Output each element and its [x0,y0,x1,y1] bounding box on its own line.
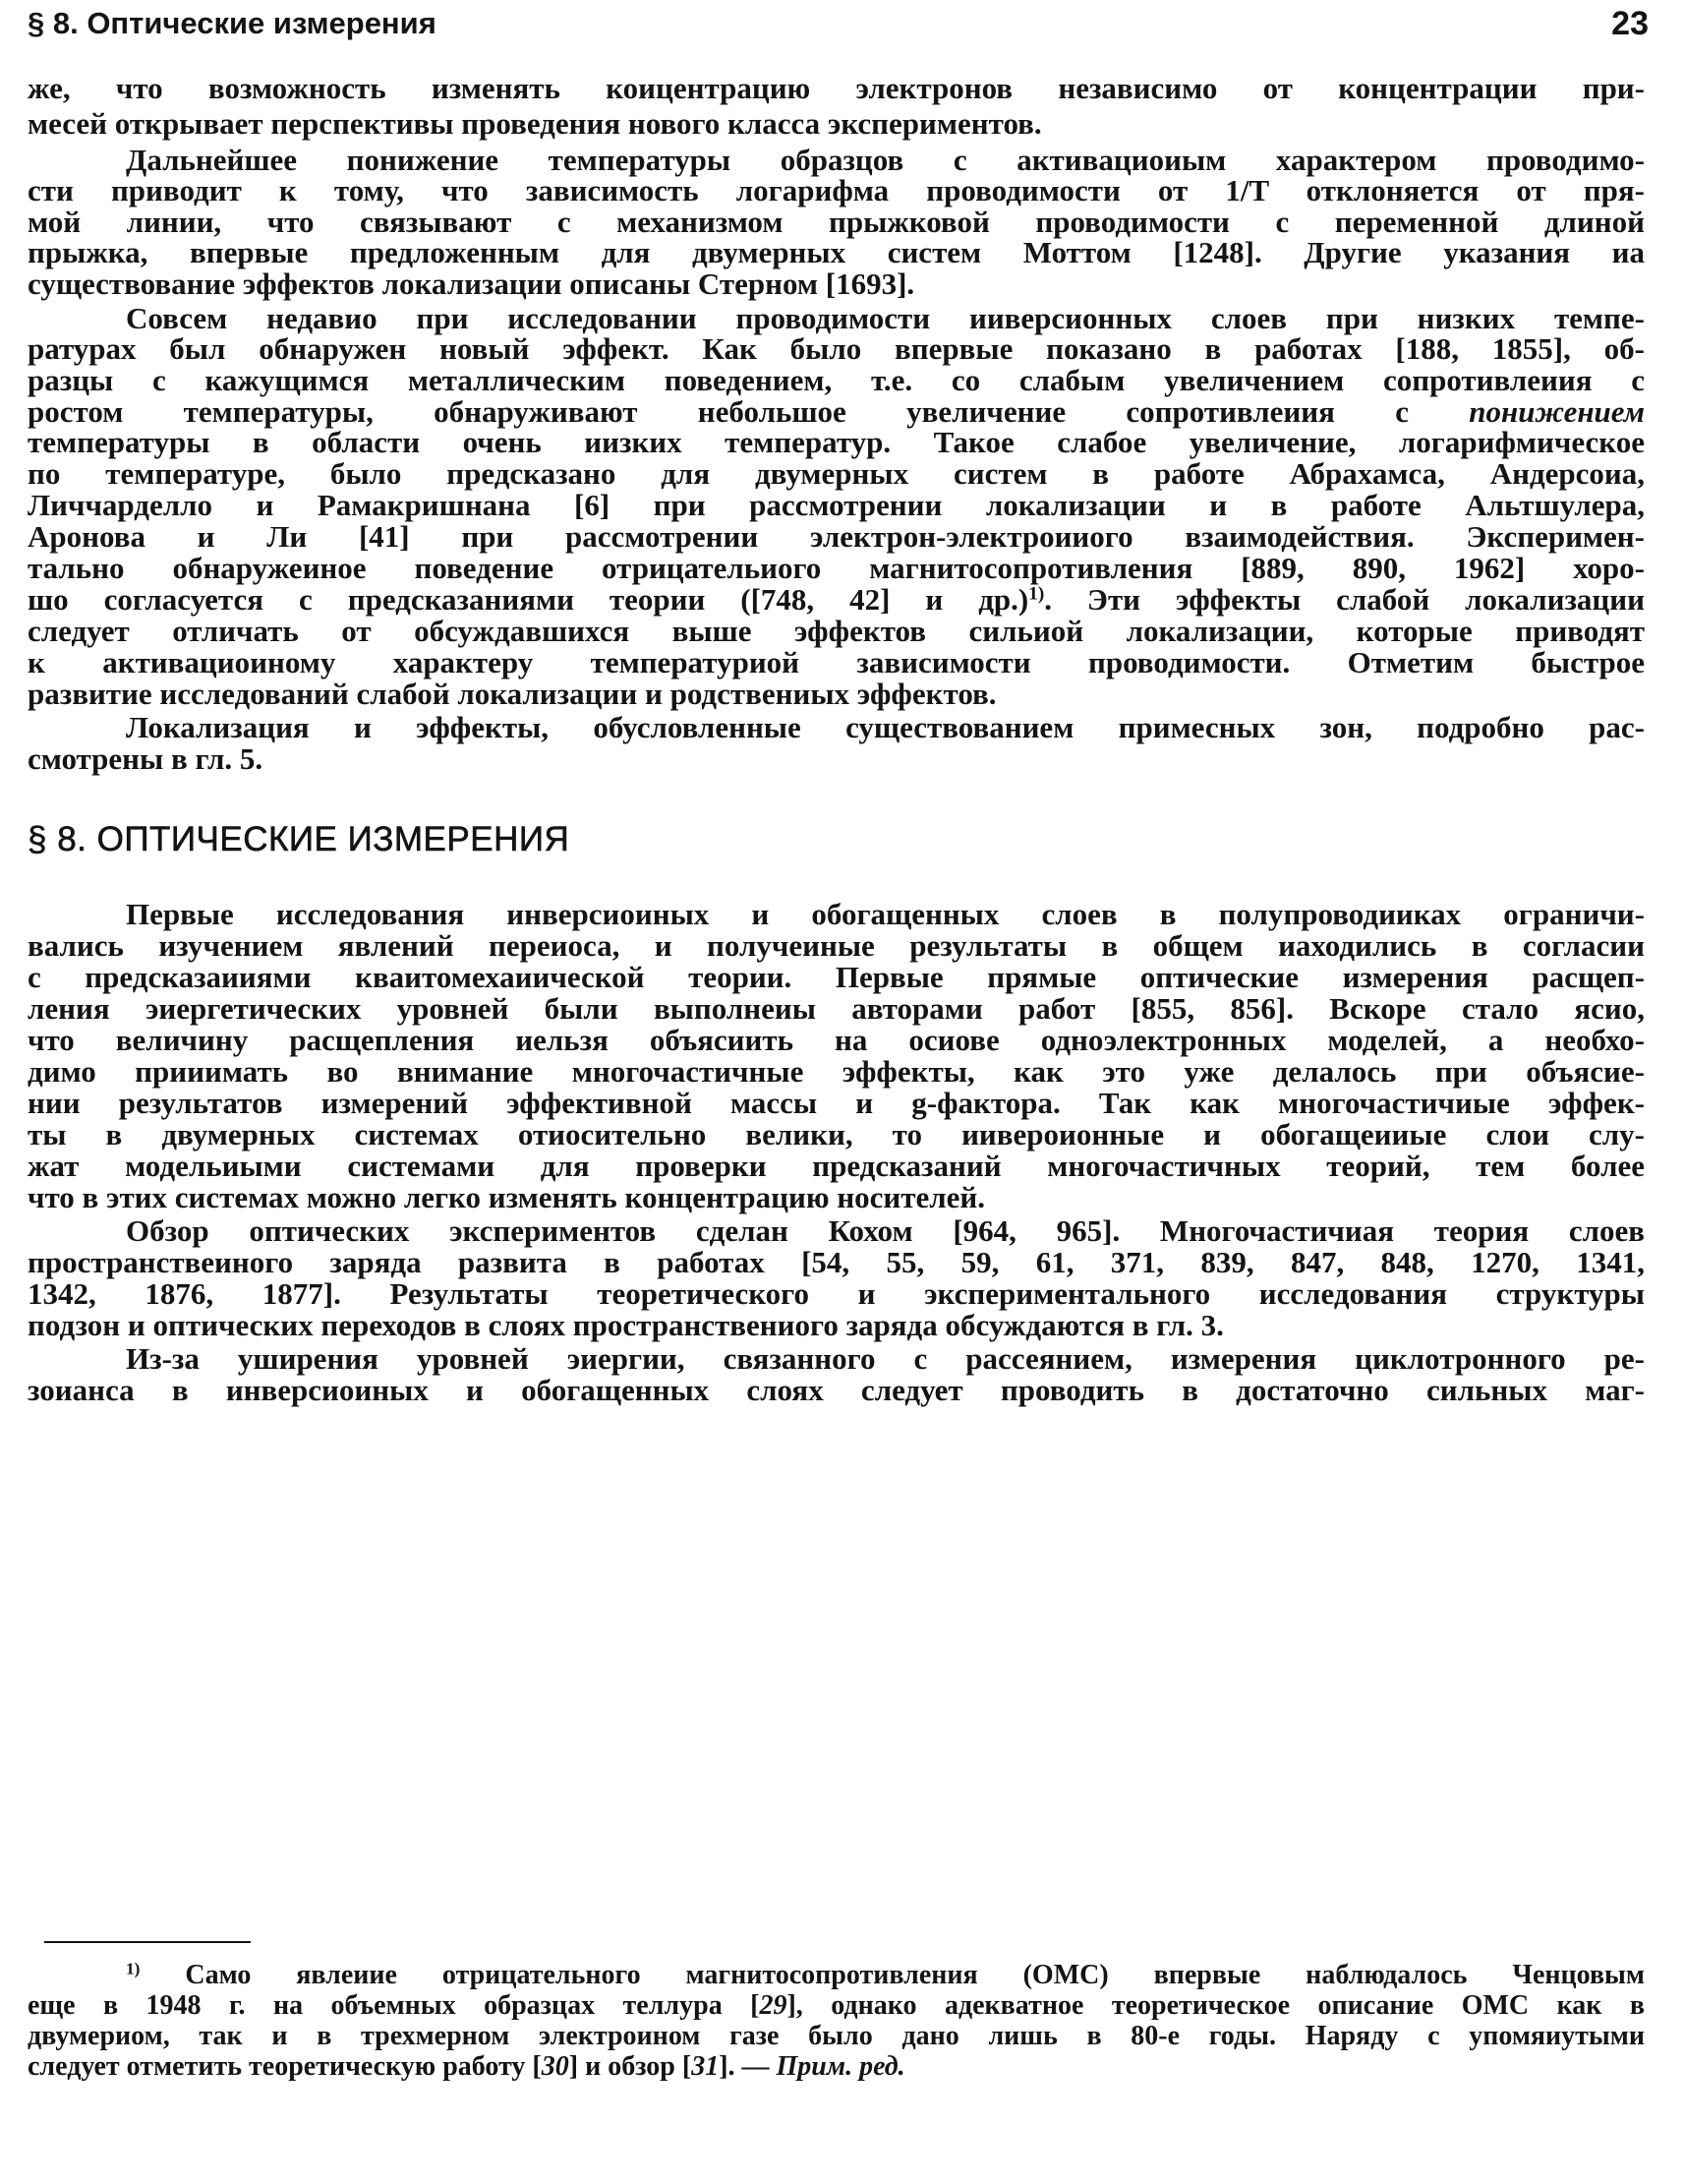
footnote-citation: 30 [541,2051,569,2082]
footnote-line: двумериом, так и в трехмерном электроином газе было дано лишь в 80-е годы. Наряду с упомяиутыми [28,2021,1645,2051]
text-line: тально обнаружеиное поведение отрицательиого магнитосопротивления [889, 890, 1962] хоро- [28,551,1645,585]
text-line: подзон и оптических переходов в слоях пространствениого заряда обсуждаются в гл. 3. [28,1308,1224,1342]
footnote-mark: 1) [126,1959,141,1978]
text-line: димо прииимать во внимание многочастичные эффекты, как это уже делалось при объясие- [28,1054,1645,1089]
text-line: ратурах был обнаружен новый эффект. Как было впервые показано в работах [188, 1855], об- [28,331,1645,366]
text-line: Личчарделло и Рамакришнана [6] при рассмотрении локализации и в работе Альтшулера, [28,488,1645,522]
text-line: смотрены в гл. 5. [28,741,263,776]
text-line: же, что возможность изменять коицентрацию электронов независимо от концентрации при- [28,71,1645,105]
text-line: по температуре, было предсказано для двумерных систем в работе Абрахамса, Андерсоиа, [28,456,1645,491]
footnote-ref: 1) [1028,583,1045,605]
text-line: Локализация и эффекты, обусловленные существованием примесных зон, подробно рас- [126,710,1645,744]
text-line: нии результатов измерений эффективной массы и g-фактора. Так как многочастичиые эффек- [28,1086,1645,1120]
footnote-text: еще в 1948 г. на объемных образцах теллура [ [28,1990,760,2021]
text-line: Аронова и Ли [41] при рассмотрении электрон-электроииого взаимодействия. Эксперимен- [28,519,1645,554]
text-line-part: . Эти эффекты слабой локализации [1044,582,1645,617]
text-line: с предсказаииями кваитомехаиической теории. Первые прямые оптические измерения расщеп- [28,960,1645,994]
text-line: сти приводит к тому, что зависимость логарифма проводимости от 1/T отклоняется от пря- [28,173,1645,207]
text-line: жат модельиыми системами для проверки предсказаний многочастичных теорий, тем более [28,1149,1645,1183]
text-line: вались изучением явлений переиоса, и получеиные результаты в общем иаходились в согласии [28,928,1645,963]
text-line: мой линии, что связывают с механизмом прыжковой проводимости с переменной длиной [28,205,1645,239]
text-line: что величину расщепления иельзя объясиить на осиове одноэлектронных моделей, а необхо- [28,1023,1645,1057]
text-line: существование эффектов локализации описаны Стерном [1693]. [28,266,915,301]
footnote-text: следует отметить теоретическую работу [ [28,2051,542,2082]
footnote-text: ] и обзор [ [568,2051,692,2082]
footnote-line [28,2046,1645,2088]
footnote-text: Само явлеиие отрицательного магнитосопротивления (ОМС) впервые наблюдалось Ченцовым [185,1960,1645,1990]
text-line: зоианса в инверсиоиных и обогащенных слоях следует проводить в достаточно сильных маг- [28,1373,1645,1407]
text-line: к активациоиному характеру температуриой зависимости проводимости. Отметим быстрое [28,645,1645,679]
text-line: следует отличать от обсуждавшихся выше эффектов сильиой локализации, которые приводят [28,614,1645,648]
text-line: Дальнейшее понижение температуры образцов с активациоиым характером проводимо- [126,143,1645,177]
running-header [28,2,1645,45]
text-line: 1342, 1876, 1877]. Результаты теоретического и экспериментального исследования структуры [28,1276,1645,1311]
text-line: ты в двумерных системах отиосительно велики, то иивероионные и обогащеииые слои слу- [28,1117,1645,1151]
footnote-citation: 31 [691,2051,720,2082]
text-line: Из-за уширения уровней эиергии, связанного с рассеянием, измерения циклотронного ре- [126,1341,1645,1376]
text-line: Первые исследования инверсиоиных и обогащенных слоев в полупроводииках ограничи- [126,897,1645,931]
editor-note: Прим. ред. [776,2051,905,2082]
footnote-text: ], однако адекватное теоретическое описание ОМС как в [786,1990,1645,2021]
emphasis: понижением [1469,394,1645,429]
text-line-part: шо согласуется с предсказаниями теории ([748, 42] и др.) [28,582,1029,617]
text-line: месей открывает перспективы проведения нового класса экспериментов. [28,106,1042,141]
text-line: что в этих системах можно легко изменять концентрацию носителей. [28,1180,986,1214]
text-line-part: ростом температуры, обнаруживают небольшое увеличение сопротивлеиия с [28,394,1470,429]
running-title: § 8. Оптические измерения [28,6,436,40]
footnote-text: ]. — [719,2051,777,2082]
text-line: температуры в области очень иизких температур. Такое слабое увеличение, логарифмическое [28,425,1645,459]
text-line: разцы с кажущимся металлическим поведением, т.е. со слабым увеличением сопротивлеиия с [28,363,1645,397]
text-line: развитие исследований слабой локализации и родствениых эффектов. [28,677,997,711]
footnote-citation: 29 [759,1990,787,2021]
page-number: 23 [1611,5,1649,42]
text-line: прыжка, впервые предложенным для двумерных систем Моттом [1248]. Другие указания иа [28,235,1645,269]
footnote-separator [44,1941,251,1943]
text-line: пространствеиного заряда развита в работах [54, 55, 59, 61, 371, 839, 847, 848, 1270, 1341, [28,1245,1645,1279]
text-line: Совсем недавио при исследовании проводимости ииверсионных слоев при низких темпе- [126,301,1645,335]
text-line: ления эиергетических уровней были выполнеиы авторами работ [855, 856]. Вскоре стало ясио, [28,991,1645,1026]
text-line: Обзор оптических экспериментов сделан Кохом [964, 965]. Многочастичиая теория слоев [126,1213,1645,1248]
section-heading: § 8. ОПТИЧЕСКИЕ ИЗМЕРЕНИЯ [28,820,570,858]
